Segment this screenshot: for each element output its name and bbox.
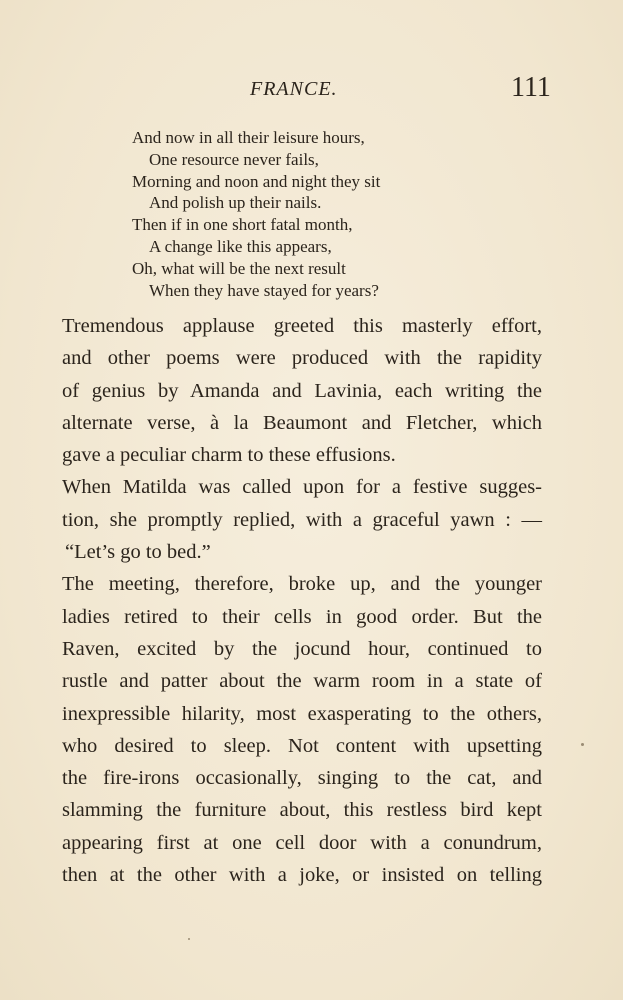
paper-speck: [581, 743, 584, 746]
verse-line: Oh, what will be the next result: [132, 258, 346, 278]
poem-stanza: [132, 127, 562, 301]
verse-line: A change like this appears,: [149, 236, 332, 256]
text-line: who desired to sleep. Not content with upsetting: [62, 734, 542, 757]
text-line: alternate verse, à la Beaumont and Fletcher, which: [62, 411, 542, 434]
verse-line: Morning and noon and night they sit: [132, 171, 381, 191]
body-paragraphs: [62, 310, 542, 891]
page-number: 111: [511, 72, 551, 103]
text-line: tion, she promptly replied, with a graceful yawn : —: [62, 508, 542, 531]
text-line: slamming the furniture about, this restless bird kept: [62, 799, 542, 822]
text-line: the fire-irons occasionally, singing to the cat, and: [62, 767, 542, 790]
verse-line: When they have stayed for years?: [149, 280, 379, 300]
page-header: [0, 72, 623, 112]
text-line: When Matilda was called upon for a festive sugges-: [62, 476, 542, 499]
paper-speck: [188, 938, 190, 940]
text-line: and other poems were produced with the rapidity: [62, 347, 542, 370]
text-line: rustle and patter about the warm room in a state of: [62, 670, 542, 693]
text-line: Tremendous applause greeted this masterly effort,: [62, 315, 542, 337]
text-line: gave a peculiar charm to these effusions.: [62, 444, 396, 467]
text-line: then at the other with a joke, or insisted on telling: [62, 864, 542, 887]
text-line: ladies retired to their cells in good order. But the: [62, 605, 542, 628]
verse-line: And now in all their leisure hours,: [132, 128, 365, 147]
verse-line: And polish up their nails.: [149, 193, 322, 213]
verse-line: Then if in one short fatal month,: [132, 215, 353, 235]
verse-line: One resource never fails,: [149, 149, 319, 169]
text-line: The meeting, therefore, broke up, and the younger: [62, 573, 542, 596]
text-line: appearing first at one cell door with a conundrum,: [62, 831, 542, 854]
text-line: Raven, excited by the jocund hour, continued to: [62, 637, 542, 660]
text-line: of genius by Amanda and Lavinia, each writing the: [62, 379, 542, 402]
text-line: inexpressible hilarity, most exasperating to the others,: [62, 702, 542, 725]
text-line: “Let’s go to bed.”: [65, 541, 211, 564]
running-head: FRANCE.: [250, 78, 338, 100]
